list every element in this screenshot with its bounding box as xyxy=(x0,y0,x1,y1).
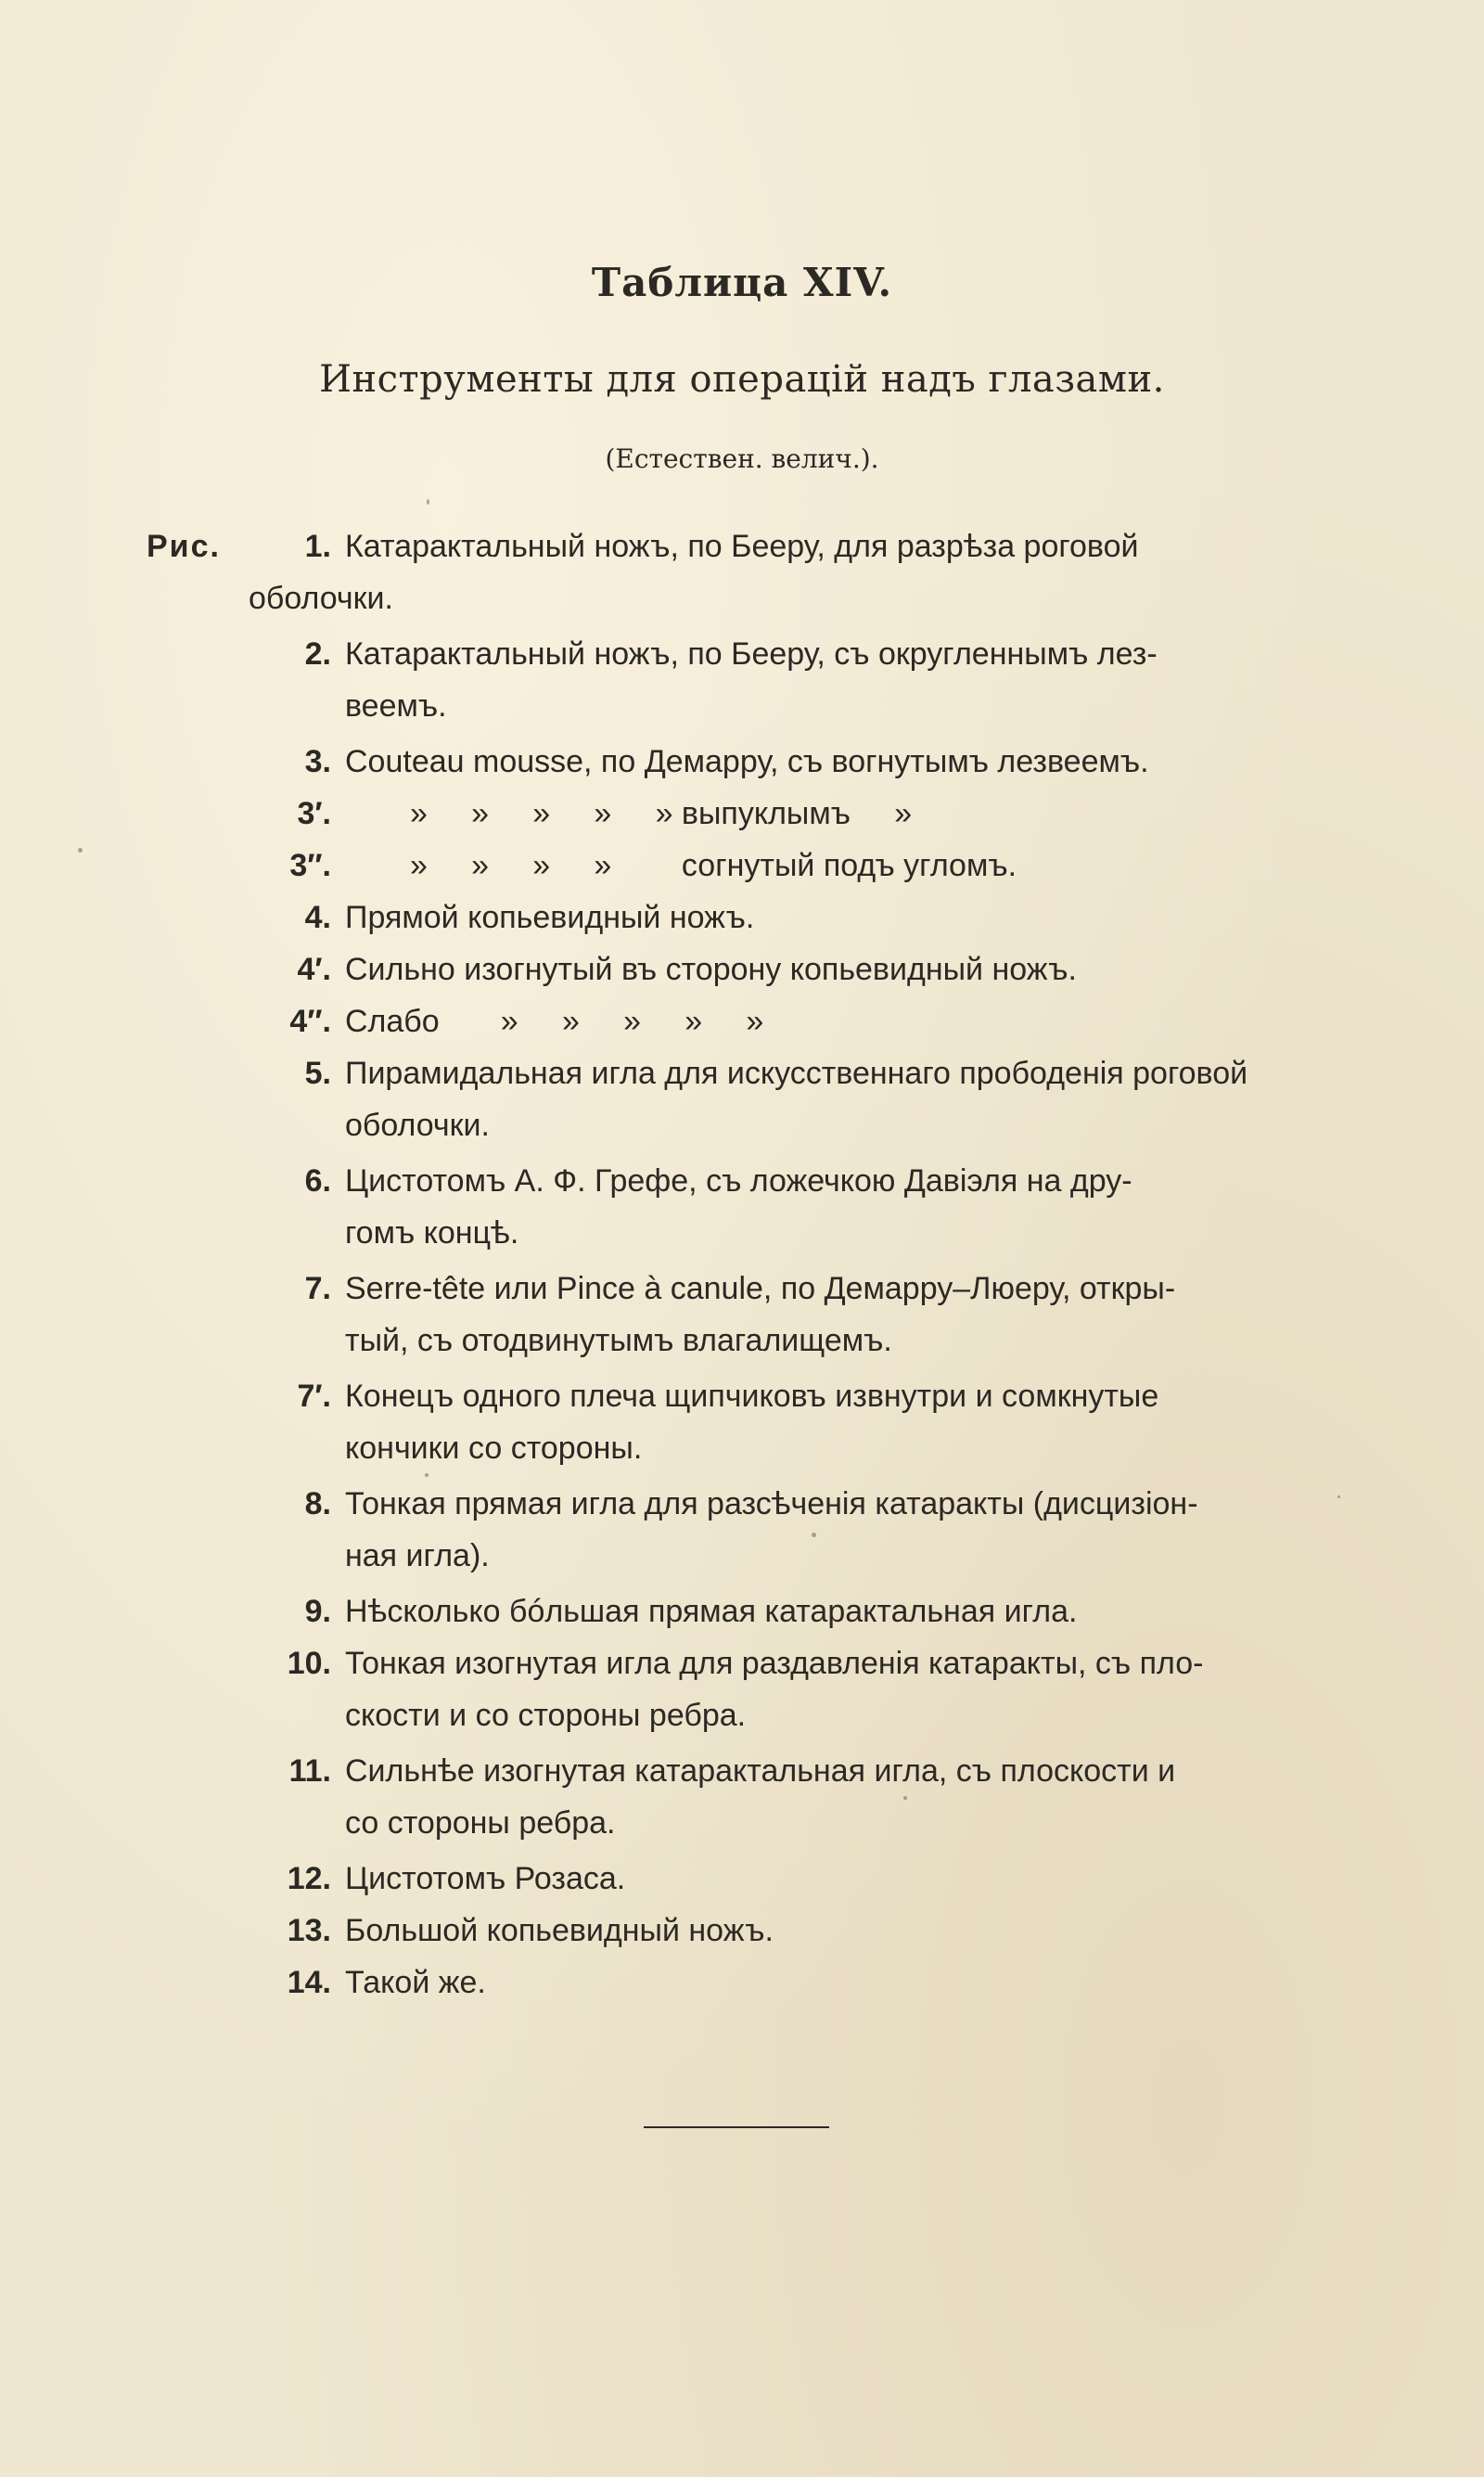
figure-description-continuation: оболочки. xyxy=(249,581,393,616)
figure-description: Пирамидальная игла для искусственнаго прободенія роговой xyxy=(345,1056,1248,1091)
figure-description: Прямой копьевидный ножъ. xyxy=(345,900,755,935)
figure-description: Тонкая изогнутая игла для раздавленія катаракты, съ пло- xyxy=(345,1646,1204,1681)
figure-description: Сильно изогнутый въ сторону копьевидный ножъ. xyxy=(345,952,1077,987)
figure-description: Нѣсколько бóльшая прямая катарактальная игла. xyxy=(345,1594,1078,1629)
figure-prefix: Рис. xyxy=(147,529,221,564)
figure-description-continuation: кончики со стороны. xyxy=(345,1431,643,1466)
figure-number: 6. xyxy=(304,1163,331,1199)
figure-number: 9. xyxy=(304,1594,331,1629)
figure-description-continuation: со стороны ребра. xyxy=(345,1805,616,1841)
figure-number: 2. xyxy=(304,636,331,672)
figure-number: 11. xyxy=(288,1753,331,1789)
figure-description: Катарактальный ножъ, по Бееру, съ округленнымъ лез- xyxy=(345,636,1158,672)
figure-number: 10. xyxy=(287,1646,331,1681)
figure-number: 7′. xyxy=(297,1379,331,1414)
figure-description: Конецъ одного плеча щипчиковъ извнутри и сомкнутые xyxy=(345,1379,1159,1414)
figure-description: Сильнѣе изогнутая катарактальная игла, съ плоскости и xyxy=(345,1753,1176,1789)
figure-description-continuation: тый, съ отодвинутымъ влагалищемъ. xyxy=(345,1323,892,1358)
figure-description: Большой копьевидный ножъ. xyxy=(345,1913,774,1948)
figure-number: 12. xyxy=(287,1861,331,1896)
figure-description: Serre-tête или Pince à canule, по Демарру–Люеру, откры- xyxy=(345,1271,1176,1306)
paper-speck xyxy=(1337,1495,1340,1498)
figure-number: 5. xyxy=(304,1056,331,1091)
figure-description-continuation: оболочки. xyxy=(345,1108,490,1143)
figure-number: 4. xyxy=(304,900,331,935)
figure-number: 7. xyxy=(304,1271,331,1306)
figure-number: 3″. xyxy=(289,848,331,883)
figure-description-continuation: гомъ концѣ. xyxy=(345,1215,519,1251)
figure-description: » » » » » выпуклымъ » xyxy=(410,796,913,831)
figure-description: Тонкая прямая игла для разсѣченія катаракты (дисцизіон- xyxy=(345,1486,1198,1521)
figure-description: Слабо » » » » » xyxy=(345,1004,764,1039)
figure-description-continuation: скости и со стороны ребра. xyxy=(345,1698,747,1733)
figure-description: » » » » согнутый подъ угломъ. xyxy=(410,848,1017,883)
figure-description: Цистотомъ А. Ф. Грефе, съ ложечкою Давіэля на дру- xyxy=(345,1163,1132,1199)
figure-number: 3′. xyxy=(297,796,331,831)
figure-number: 4′. xyxy=(297,952,331,987)
paper-speck xyxy=(78,848,83,853)
page-title: Таблица XIV. xyxy=(591,260,893,305)
figure-number: 13. xyxy=(287,1913,331,1948)
paper-speck xyxy=(427,499,429,505)
figure-number: 14. xyxy=(287,1965,331,2000)
figure-number: 1. xyxy=(304,529,331,564)
figure-description: Такой же. xyxy=(345,1965,486,2000)
closing-rule xyxy=(644,2126,829,2128)
figure-description: Катарактальный ножъ, по Бееру, для разрѣза роговой xyxy=(345,529,1139,564)
figure-number: 4″. xyxy=(289,1004,331,1039)
scale-note: (Естествен. велич.). xyxy=(605,443,879,474)
figure-description-continuation: веемъ. xyxy=(345,688,447,724)
figure-number: 8. xyxy=(304,1486,331,1521)
figure-description-continuation: ная игла). xyxy=(345,1538,490,1573)
page-subtitle: Инструменты для операцій надъ глазами. xyxy=(319,358,1165,401)
figure-description: Цистотомъ Розаса. xyxy=(345,1861,626,1896)
figure-description: Couteau mousse, по Демарру, съ вогнутымъ лезвеемъ. xyxy=(345,744,1149,779)
figure-number: 3. xyxy=(304,744,331,779)
